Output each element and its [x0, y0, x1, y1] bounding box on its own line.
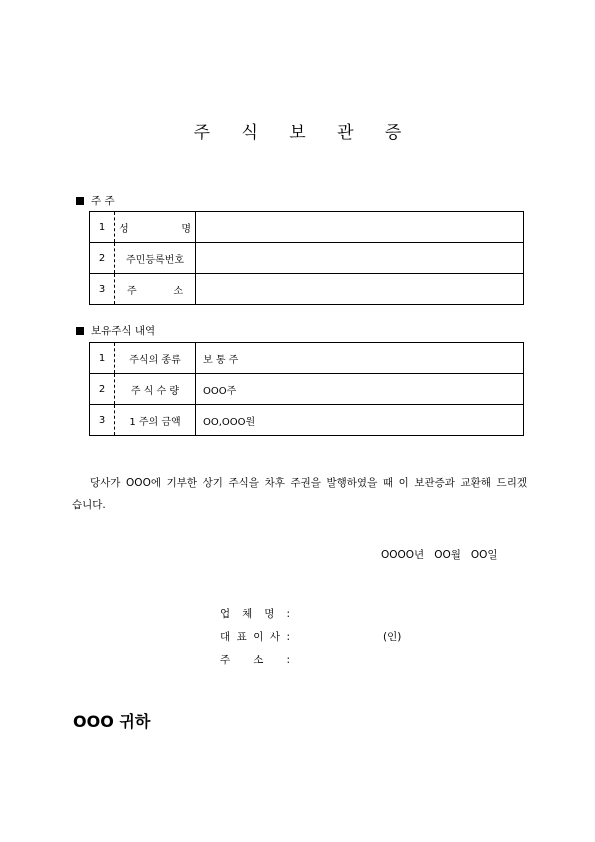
- row-label-par-value: 1 주의 금액: [115, 405, 196, 436]
- share-count-value[interactable]: OOO주: [196, 374, 524, 405]
- table-row: [90, 405, 524, 436]
- seal-mark: (인): [383, 631, 402, 643]
- document-title: 주 식 보 관 증: [193, 123, 415, 143]
- row-number: 1: [90, 343, 115, 374]
- issue-date: OOOO년 OO월 OO일: [381, 549, 498, 561]
- row-number: 1: [90, 212, 115, 243]
- table-row: [90, 374, 524, 405]
- company-label: 업 체 명 :: [220, 608, 290, 620]
- holding-heading-text: 보유주식 내역: [91, 325, 156, 337]
- row-label-share-type: 주식의 종류: [115, 343, 196, 374]
- row-label-address: 주 소: [115, 274, 196, 305]
- square-bullet-icon: [76, 327, 84, 335]
- table-row: [90, 343, 524, 374]
- table-row: [90, 274, 524, 305]
- address-line: [220, 652, 290, 667]
- addressee: OOO 귀하: [73, 712, 151, 731]
- ceo-label: 대 표 이 사 :: [220, 631, 290, 643]
- holding-section-heading: [76, 323, 155, 338]
- row-number: 2: [90, 243, 115, 274]
- row-number: 3: [90, 274, 115, 305]
- statement-text: 당사가 OOO에 기부한 상기 주식을 차후 주권을 발행하였을 때 이 보관증과 교환해 드리겠습니다.: [72, 477, 527, 511]
- par-value-value[interactable]: OO,OOO원: [196, 405, 524, 436]
- shareholder-table: [89, 211, 524, 305]
- holding-table: [89, 342, 524, 436]
- id-number-field[interactable]: [196, 243, 524, 274]
- address-field[interactable]: [196, 274, 524, 305]
- ceo-line: [220, 629, 290, 644]
- table-row: [90, 212, 524, 243]
- table-row: [90, 243, 524, 274]
- row-number: 3: [90, 405, 115, 436]
- shareholder-section-heading: [76, 193, 115, 208]
- row-label-id-number: 주민등록번호: [115, 243, 196, 274]
- row-number: 2: [90, 374, 115, 405]
- company-line: [220, 606, 290, 621]
- square-bullet-icon: [76, 197, 84, 205]
- signature-address-label: 주 소 :: [220, 654, 290, 666]
- shareholder-heading-text: 주 주: [91, 195, 115, 207]
- name-field[interactable]: [196, 212, 524, 243]
- row-label-name: 성 명: [115, 212, 196, 243]
- share-type-value[interactable]: 보 통 주: [196, 343, 524, 374]
- row-label-share-count: 주 식 수 량: [115, 374, 196, 405]
